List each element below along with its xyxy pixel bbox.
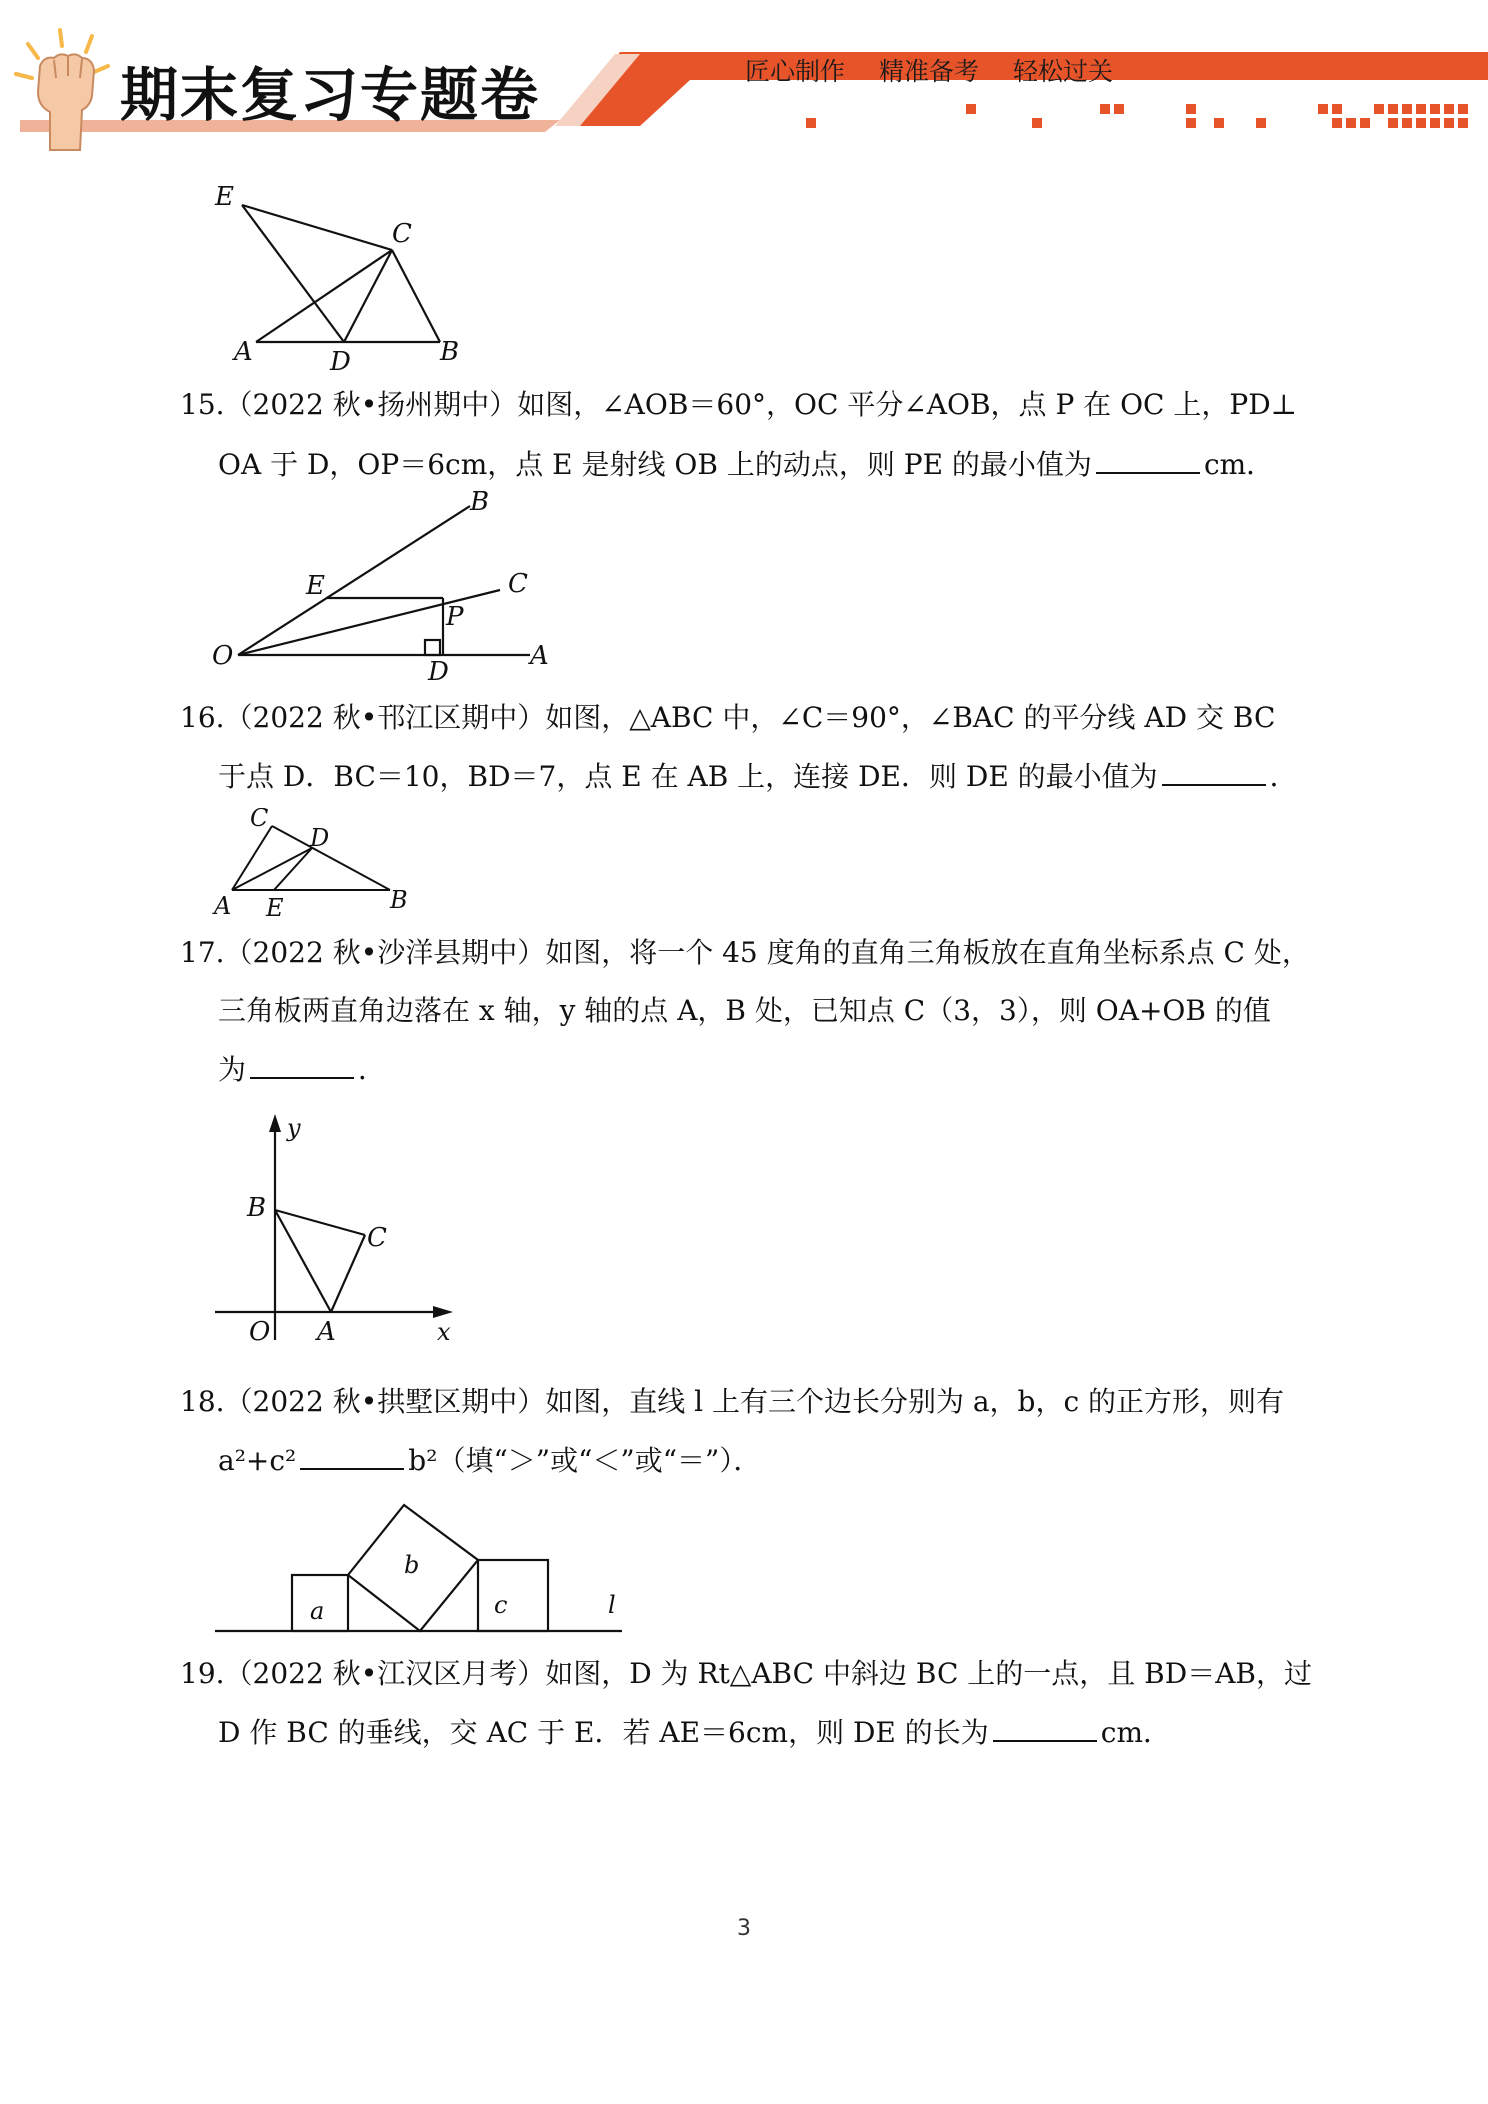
slogan-2: 精准备考 [878,57,979,86]
label-b: b [404,1551,420,1579]
q18-line1: 18.（2022 秋•拱墅区期中）如图，直线 l 上有三个边长分别为 a，b，c 的正方形，则有 [180,1385,1285,1418]
q17-line2: 三角板两直角边落在 x 轴，y 轴的点 A，B 处，已知点 C（3，3），则 OA+OB 的值 [218,994,1271,1027]
q19-text: D 作 BC 的垂线，交 AC 于 E．若 AE＝6cm，则 DE 的长为 [218,1716,989,1749]
q15-text: OA 于 D，OP＝6cm，点 E 是射线 OB 上的动点，则 PE 的最小值为 [218,448,1092,481]
q17-line3 [218,1051,386,1088]
header-title: 期末复习专题卷 [120,61,541,129]
label-A: A [214,892,232,920]
label-A: A [530,641,549,671]
q15-unit: cm． [1203,448,1275,481]
q19-line1: 19.（2022 秋•江汉区月考）如图，D 为 Rt△ABC 中斜边 BC 上的一点，且 BD＝AB，过 [180,1657,1313,1690]
label-D: D [330,347,351,377]
q19-line2 [218,1714,1171,1751]
label-E: E [215,182,234,212]
label-O: O [249,1317,271,1347]
q15-line2 [218,446,1274,483]
x-axis-arrow-icon [433,1306,453,1318]
label-P: P [446,602,464,632]
answer-blank[interactable] [1162,758,1266,786]
q16-line1: 16.（2022 秋•邗江区期中）如图，△ABC 中，∠C＝90°，∠BAC 的平分线 AD 交 BC [180,701,1276,734]
label-C: C [367,1223,387,1253]
q18-left: a²+c² [218,1444,297,1477]
q18-line2 [218,1442,761,1479]
label-C: C [392,219,412,249]
label-A: A [317,1317,336,1347]
figure-q17 [205,1110,465,1350]
label-x: x [437,1318,451,1346]
label-l: l [608,1591,616,1619]
q17-end: ． [358,1053,387,1086]
label-D: D [310,824,330,852]
label-B: B [247,1193,267,1223]
figure-q15 [200,490,560,690]
q16-line2 [218,758,1298,795]
label-B: B [470,490,490,517]
q16-end: ． [1269,760,1298,793]
label-D: D [428,657,449,687]
label-y: y [287,1114,301,1142]
page-number: 3 [737,1916,751,1941]
figure-q18 [210,1495,630,1645]
label-A: A [234,337,253,367]
answer-blank[interactable] [993,1714,1097,1742]
header-slogans [745,52,1139,88]
slogan-1: 匠心制作 [745,57,846,86]
label-c: c [494,1591,508,1619]
q17-line1: 17.（2022 秋•沙洋县期中）如图，将一个 45 度角的直角三角板放在直角坐标系点 C 处， [180,936,1310,969]
figure-q14 [200,180,480,380]
q15-line1: 15.（2022 秋•扬州期中）如图，∠AOB＝60°，OC 平分∠AOB，点 P 在 OC 上，PD⊥ [180,388,1297,421]
q19-unit: cm． [1100,1716,1171,1749]
label-B: B [390,886,408,914]
label-O: O [212,641,234,671]
figure-q16 [210,808,430,926]
label-C: C [250,808,269,832]
q17-text: 为 [218,1053,247,1086]
answer-blank[interactable] [1096,446,1200,474]
label-E: E [306,571,325,601]
label-B: B [440,337,460,367]
label-a: a [310,1597,325,1625]
label-C: C [508,569,528,599]
slogan-3: 轻松过关 [1012,57,1113,86]
q18-right: b²（填“＞”或“＜”或“＝”）． [408,1444,762,1477]
answer-blank[interactable] [300,1442,404,1470]
raised-fist-icon [10,26,120,152]
label-E: E [266,894,284,922]
answer-blank[interactable] [250,1051,354,1079]
y-axis-arrow-icon [269,1114,281,1132]
q16-text: 于点 D．BC＝10，BD＝7，点 E 在 AB 上，连接 DE．则 DE 的最小值为 [218,760,1158,793]
